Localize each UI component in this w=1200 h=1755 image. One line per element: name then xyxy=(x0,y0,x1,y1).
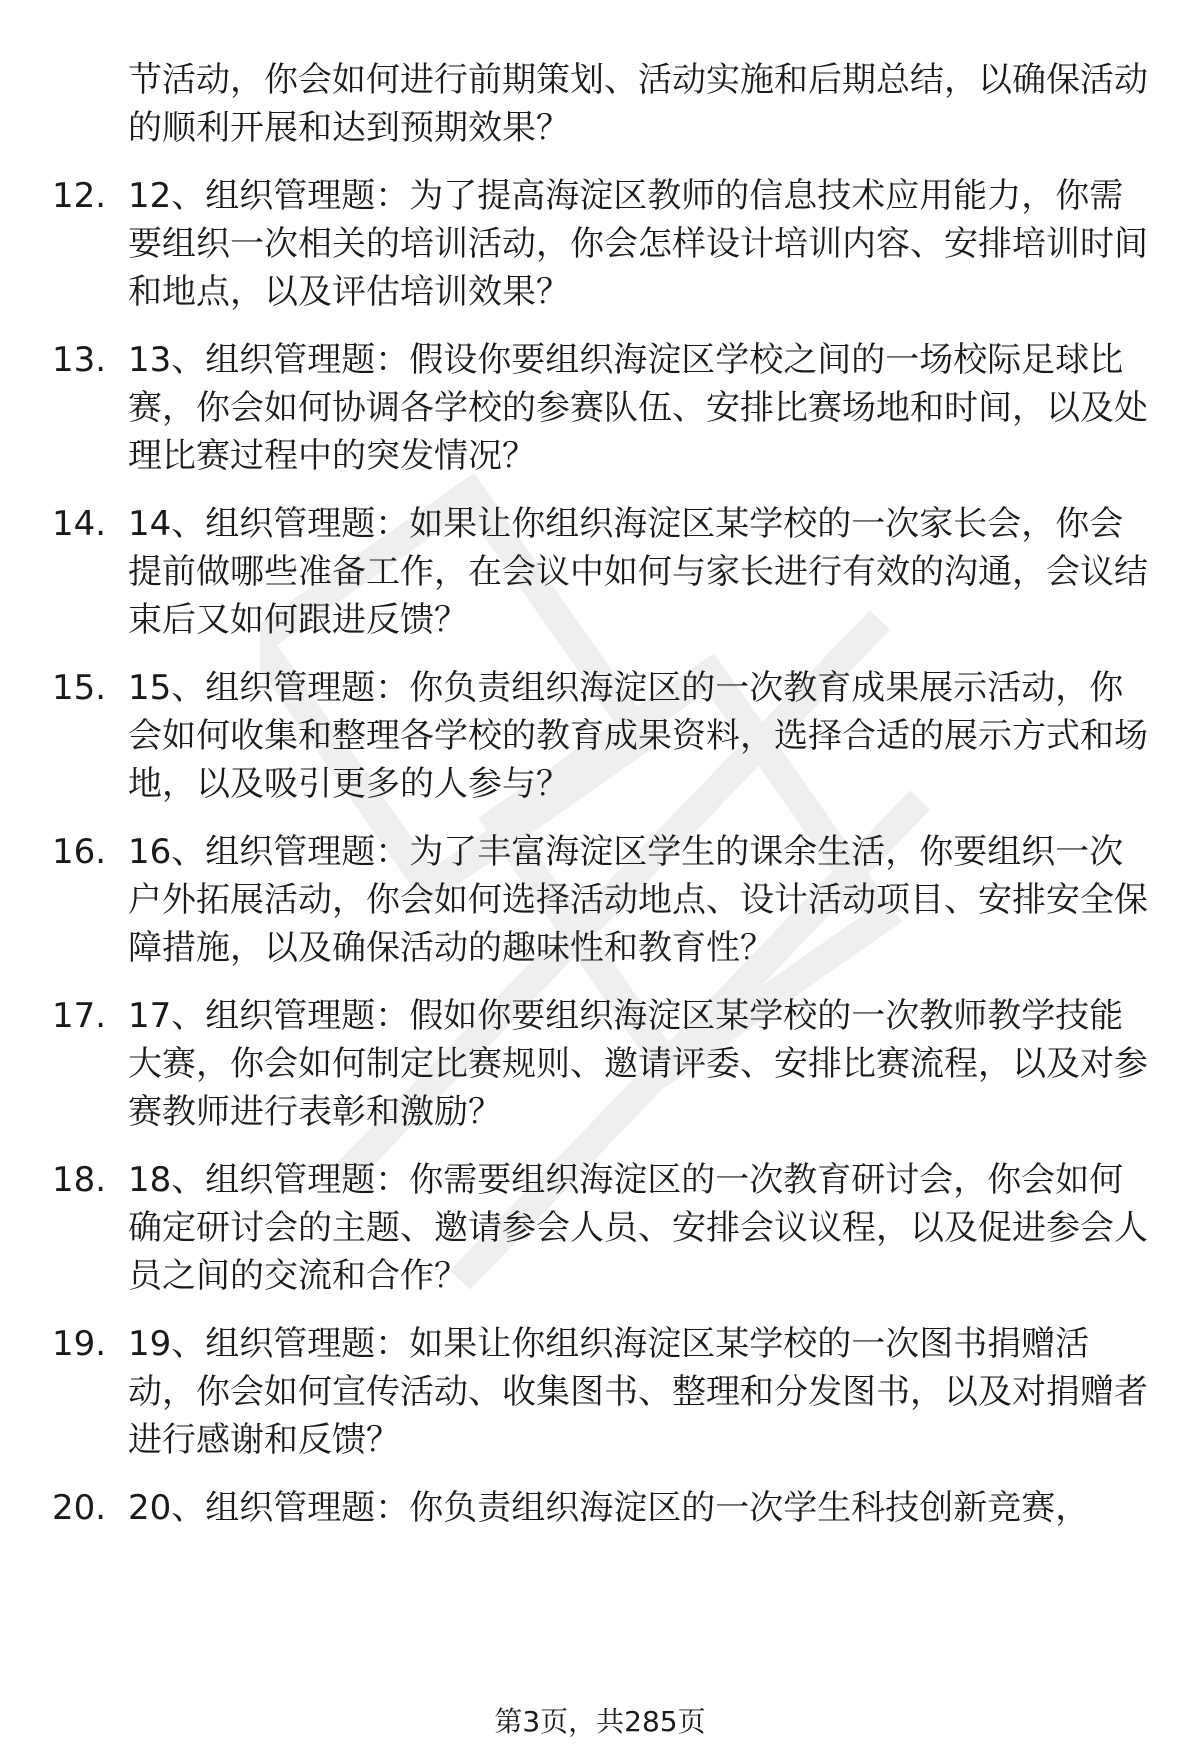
continuation-text: 节活动，你会如何进行前期策划、活动实施和后期总结，以确保活动的顺利开展和达到预期效果？ xyxy=(128,60,1148,148)
item-text: 19、组织管理题：如果让你组织海淀区某学校的一次图书捐赠活动，你会如何宣传活动、收集图书、整理和分发图书，以及对捐赠者进行感谢和反馈？ xyxy=(128,1324,1148,1460)
item-number: 16. xyxy=(52,832,107,872)
item-text: 14、组织管理题：如果让你组织海淀区某学校的一次家长会，你会提前做哪些准备工作，在会议中如何与家长进行有效的沟通，会议结束后又如何跟进反馈？ xyxy=(128,504,1148,640)
page-footer: 第3页，共285页 xyxy=(494,1705,706,1738)
item-number: 13. xyxy=(52,340,107,380)
item-text: 12、组织管理题：为了提高海淀区教师的信息技术应用能力，你需要组织一次相关的培训活动，你会怎样设计培训内容、安排培训时间和地点，以及评估培训效果？ xyxy=(128,176,1148,312)
item-number: 20. xyxy=(52,1488,107,1528)
item-text: 15、组织管理题：你负责组织海淀区的一次教育成果展示活动，你会如何收集和整理各学校的教育成果资料，选择合适的展示方式和场地，以及吸引更多的人参与？ xyxy=(128,668,1148,804)
item-number: 15. xyxy=(52,668,107,708)
item-text: 20、组织管理题：你负责组织海淀区的一次学生科技创新竞赛， xyxy=(128,1488,1090,1528)
item-number: 17. xyxy=(52,996,107,1036)
item-number: 18. xyxy=(52,1160,107,1200)
item-text: 18、组织管理题：你需要组织海淀区的一次教育研讨会，你会如何确定研讨会的主题、邀请参会人员、安排会议议程，以及促进参会人员之间的交流和合作？ xyxy=(128,1160,1148,1296)
item-text: 17、组织管理题：假如你要组织海淀区某学校的一次教师教学技能大赛，你会如何制定比赛规则、邀请评委、安排比赛流程，以及对参赛教师进行表彰和激励？ xyxy=(128,996,1148,1132)
item-text: 16、组织管理题：为了丰富海淀区学生的课余生活，你要组织一次户外拓展活动，你会如何选择活动地点、设计活动项目、安排安全保障措施，以及确保活动的趣味性和教育性？ xyxy=(128,832,1148,968)
item-number: 12. xyxy=(52,176,107,216)
item-text: 13、组织管理题：假设你要组织海淀区学校之间的一场校际足球比赛，你会如何协调各学校的参赛队伍、安排比赛场地和时间，以及处理比赛过程中的突发情况？ xyxy=(128,340,1148,476)
item-number: 19. xyxy=(52,1324,107,1364)
item-number: 14. xyxy=(52,504,107,544)
